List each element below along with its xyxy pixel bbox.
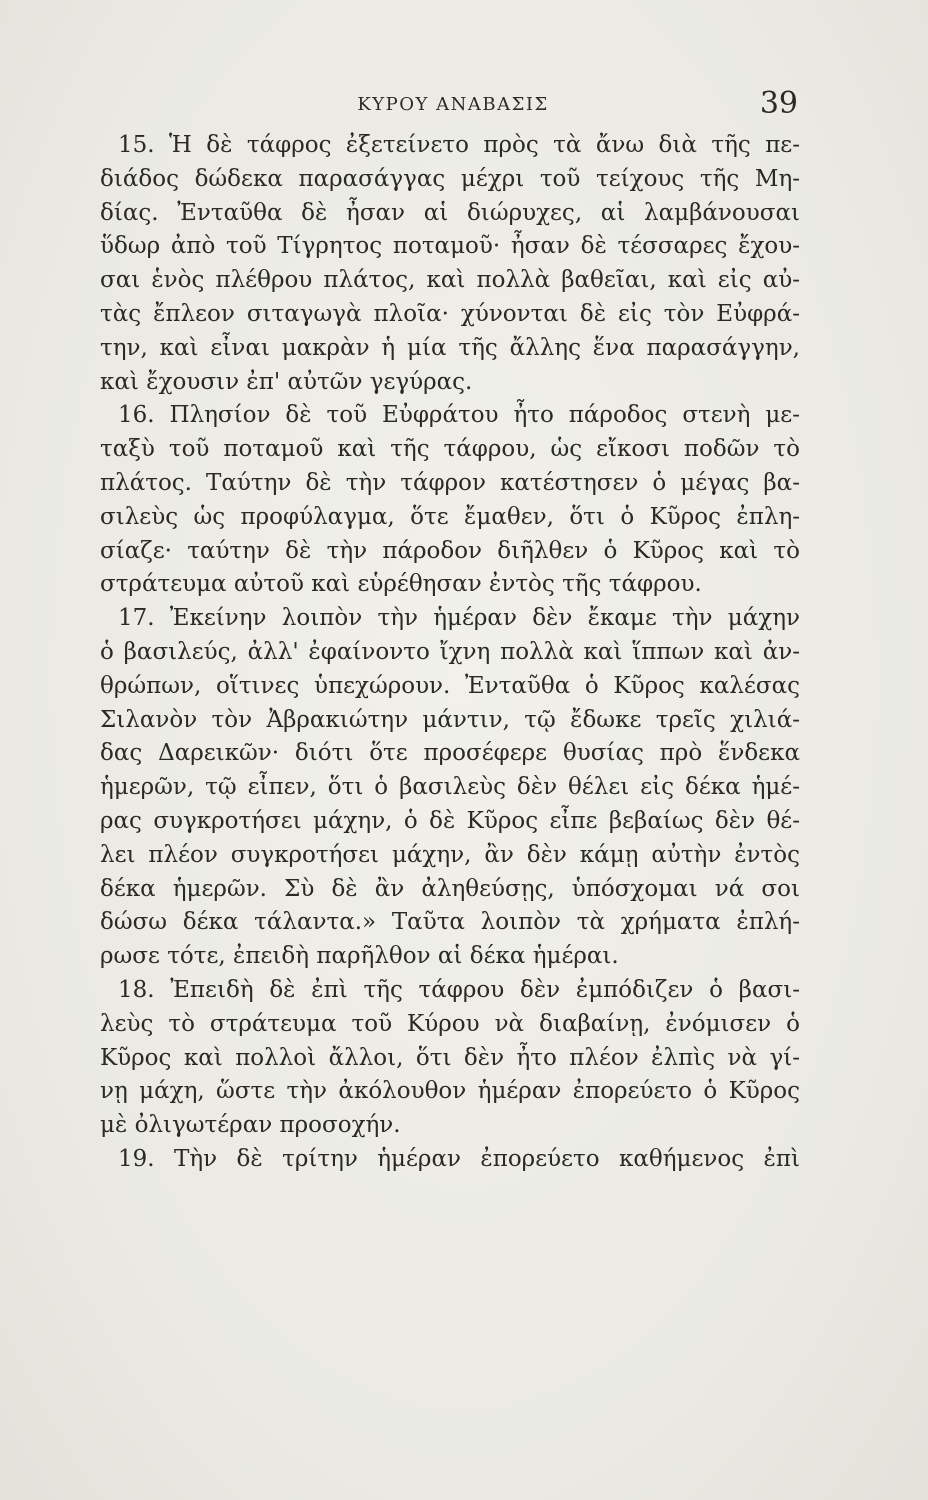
text-line: δέκα ἡμερῶν. Σὺ δὲ ἂν ἀληθεύσῃς, ὑπόσχομαι νά σοι <box>100 875 800 902</box>
text-line: νῃ μάχη, ὥστε τὴν ἀκόλουθον ἡμέραν ἐπορεύετο ὁ Κῦρος <box>100 1078 800 1105</box>
text-line: ρωσε τότε, ἐπειδὴ παρῆλθον αἱ δέκα ἡμέραι. <box>100 943 619 970</box>
text-line: μὲ ὀλιγωτέραν προσοχήν. <box>100 1112 401 1139</box>
page-header <box>108 82 798 122</box>
text-line: σίαζε· ταύτην δὲ τὴν πάροδον διῆλθεν ὁ Κῦρος καὶ τὸ <box>100 537 800 564</box>
text-line: 15. Ἡ δὲ τάφρος ἐξετείνετο πρὸς τὰ ἄνω διὰ τῆς πε- <box>118 132 800 158</box>
text-line: δας Δαρεικῶν· διότι ὅτε προσέφερε θυσίας πρὸ ἕνδεκα <box>100 740 800 767</box>
text-line: θρώπων, οἵτινες ὑπεχώρουν. Ἐνταῦθα ὁ Κῦρος καλέσας <box>100 672 800 699</box>
text-line: ταξὺ τοῦ ποταμοῦ καὶ τῆς τάφρου, ὡς εἴκοσι ποδῶν τὸ <box>100 436 800 463</box>
text-line: 18. Ἐπειδὴ δὲ ἐπὶ τῆς τάφρου δὲν ἐμπόδιζεν ὁ βασι- <box>118 976 800 1003</box>
text-line: διάδος δώδεκα παρασάγγας μέχρι τοῦ τείχους τῆς Μη- <box>100 165 800 192</box>
text-line: ὁ βασιλεύς, ἀλλ' ἐφαίνοντο ἴχνη πολλὰ καὶ ἵππων καὶ ἀν- <box>100 638 800 665</box>
text-line: δίας. Ἐνταῦθα δὲ ἦσαν αἱ διώρυχες, αἱ λαμβάνουσαι <box>100 199 800 226</box>
text-line: λει πλέον συγκροτήσει μάχην, ἂν δὲν κάμῃ αὐτὴν ἐντὸς <box>100 841 800 868</box>
running-title: ΚΥΡΟΥ ΑΝΑΒΑΣΙΣ <box>357 94 549 115</box>
text-line: ὕδωρ ἀπὸ τοῦ Τίγρητος ποταμοῦ· ἦσαν δὲ τέσσαρες ἔχου- <box>100 233 800 260</box>
text-line: 17. Ἐκείνην λοιπὸν τὴν ἡμέραν δὲν ἔκαμε τὴν μάχην <box>118 605 800 632</box>
text-line: Σιλανὸν τὸν Ἀβρακιώτην μάντιν, τῷ ἔδωκε τρεῖς χιλιά- <box>100 706 800 733</box>
text-line: ρας συγκροτήσει μάχην, ὁ δὲ Κῦρος εἶπε βεβαίως δὲν θέ- <box>100 807 800 834</box>
text-line: τὰς ἔπλεον σιταγωγὰ πλοῖα· χύνονται δὲ εἰς τὸν Εὐφρά- <box>100 300 800 327</box>
text-line: σαι ἑνὸς πλέθρου πλάτος, καὶ πολλὰ βαθεῖαι, καὶ εἰς αὐ- <box>100 267 800 294</box>
text-line: στράτευμα αὐτοῦ καὶ εὑρέθησαν ἐντὸς τῆς τάφρου. <box>100 571 702 598</box>
text-line: λεὺς τὸ στράτευμα τοῦ Κύρου νὰ διαβαίνῃ, ἐνόμισεν ὁ <box>100 1010 800 1037</box>
text-line: καὶ ἔχουσιν ἐπ' αὐτῶν γεγύρας. <box>100 368 473 395</box>
text-line: 16. Πλησίον δὲ τοῦ Εὐφράτου ἦτο πάροδος στενὴ με- <box>118 402 800 429</box>
text-line: πλάτος. Ταύτην δὲ τὴν τάφρον κατέστησεν ὁ μέγας βα- <box>100 469 800 496</box>
text-line: σιλεὺς ὡς προφύλαγμα, ὅτε ἔμαθεν, ὅτι ὁ Κῦρος ἐπλη- <box>100 503 800 530</box>
text-line: 19. Τὴν δὲ τρίτην ἡμέραν ἐπορεύετο καθήμενος ἐπὶ <box>118 1145 800 1172</box>
text-line: την, καὶ εἶναι μακρὰν ἡ μία τῆς ἄλλης ἕνα παρασάγγην, <box>100 334 800 361</box>
text-line: δώσω δέκα τάλαντα.» Ταῦτα λοιπὸν τὰ χρήματα ἐπλή- <box>100 909 800 936</box>
body-text <box>100 129 800 1177</box>
text-line: Κῦρος καὶ πολλοὶ ἄλλοι, ὅτι δὲν ἦτο πλέον ἐλπὶς νὰ γί- <box>100 1044 800 1071</box>
page-number: 39 <box>759 86 798 121</box>
text-line: ἡμερῶν, τῷ εἶπεν, ὅτι ὁ βασιλεὺς δὲν θέλει εἰς δέκα ἡμέ- <box>100 774 800 801</box>
